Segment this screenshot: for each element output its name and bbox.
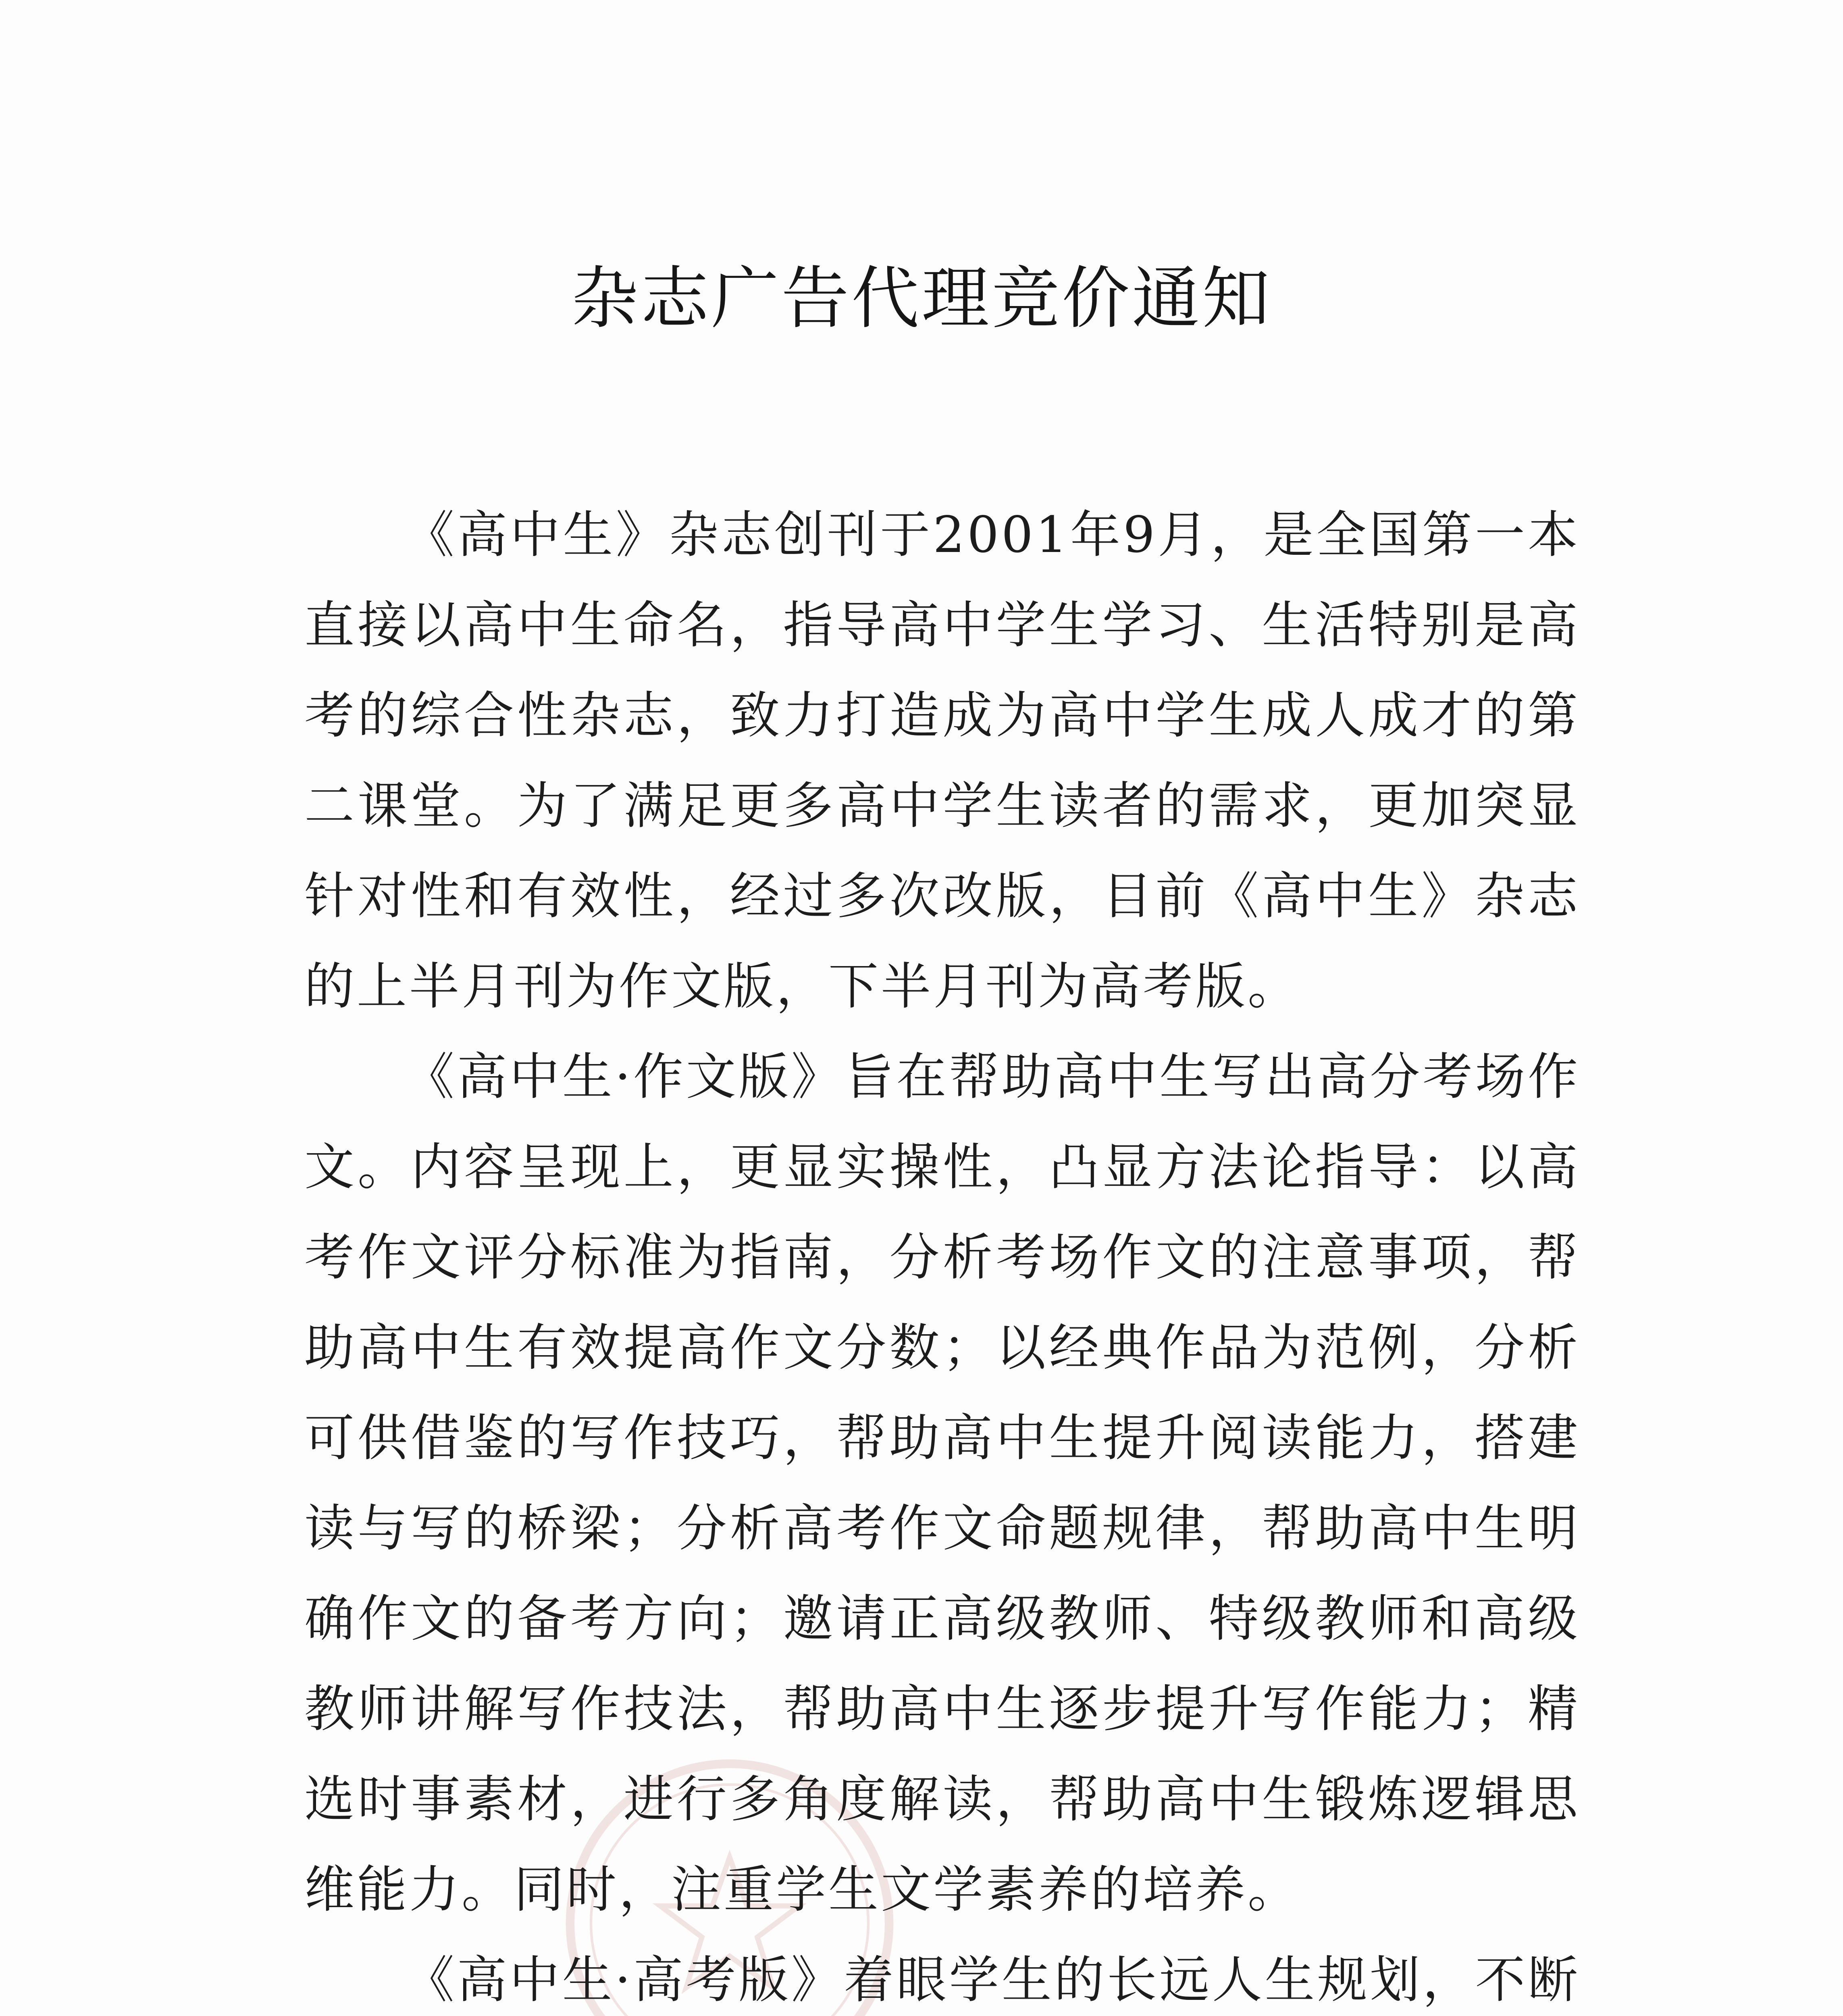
document-body bbox=[304, 490, 1580, 2016]
paragraph-gaokao-edition: 《高中生·高考版》着眼学生的长远人生规划，不断 bbox=[404, 1951, 1580, 2009]
document-title: 杂志广告代理竞价通知 bbox=[571, 259, 1272, 338]
paragraph-intro: 《高中生》杂志创刊于2001年9月，是全国第一本直接以高中生命名，指导高中学生学习、生活特别是高考的综合性杂志，致力打造成为高中学生成人成才的第二课堂。为了满足更多高中学生读者的需求，更加突显针对性和有效性，经过多次改版，目前《高中生》杂志的上半月刊为作文版，下半月刊为高考版。 bbox=[304, 506, 1580, 1016]
paragraph-composition-edition: 《高中生·作文版》旨在帮助高中生写出高分考场作文。内容呈现上，更显实操性，凸显方法论指导：以高考作文评分标准为指南，分析考场作文的注意事项，帮助高中生有效提高作文分数；以经典作品为范例，分析可供借鉴的写作技巧，帮助高中生提升阅读能力，搭建读与写的桥梁；分析高考作文命题规律，帮助高中生明确作文的备考方向；邀请正高级教师、特级教师和高级教师讲解写作技法，帮助高中生逐步提升写作能力；精选时事素材，进行多角度解读，帮助高中生锻炼逻辑思维能力。同时，注重学生文学素养的培养。 bbox=[304, 1048, 1580, 1919]
